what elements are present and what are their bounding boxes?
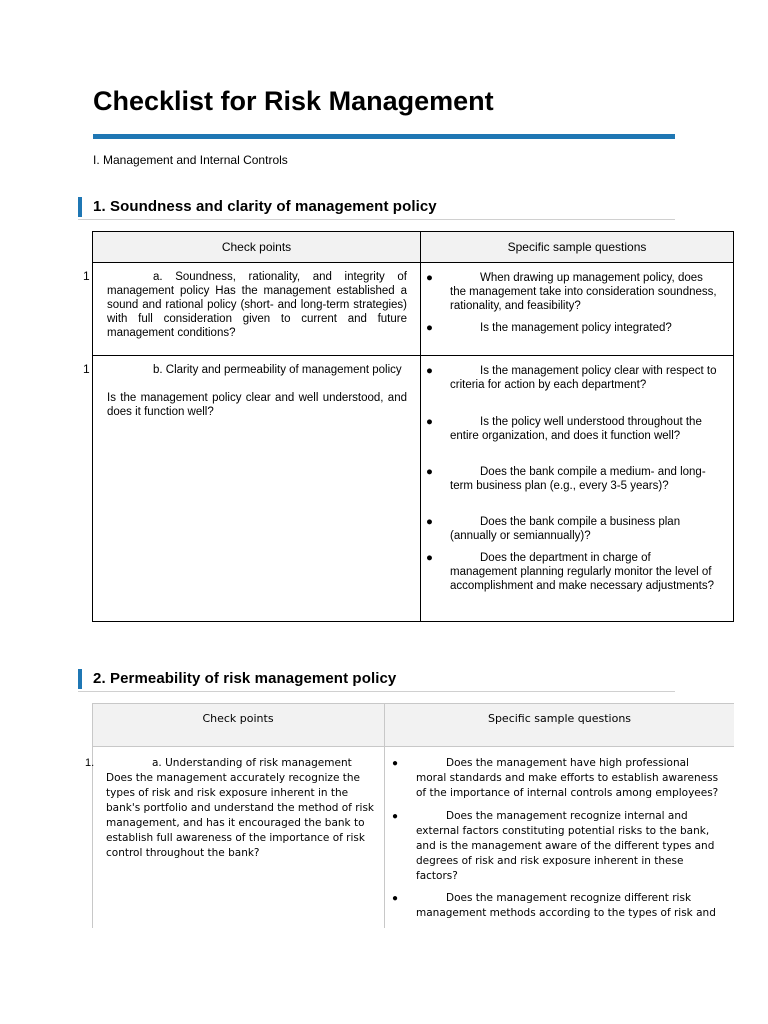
check-point-text: Is the management policy clear and well understood, and does it function well? bbox=[107, 392, 407, 418]
row-number: 1 bbox=[83, 362, 90, 376]
bullet-icon: ● bbox=[392, 893, 399, 904]
bullet-icon: ● bbox=[426, 322, 433, 334]
bullet-icon: ● bbox=[392, 811, 399, 822]
question-text: Does the department in charge of management planning regularly monitor the level of accomplishment and make necessary adjustments? bbox=[450, 552, 714, 592]
question-text: Is the policy well understood throughout the entire organization, and does it function well? bbox=[450, 416, 702, 442]
checklist-table-1 bbox=[92, 231, 734, 622]
row-number: 1 bbox=[83, 269, 90, 283]
question-text: Does the management have high professional moral standards and make efforts to establish awareness of the importance of internal controls among employees? bbox=[416, 757, 719, 799]
section-2-title: 2. Permeability of risk management policy bbox=[93, 670, 397, 687]
heading-accent-bar bbox=[78, 669, 82, 689]
bullet-icon: ● bbox=[426, 516, 433, 528]
section-subtitle: I. Management and Internal Controls bbox=[93, 153, 288, 167]
check-point-text: a. Understanding of risk management bbox=[152, 757, 352, 769]
bullet-icon: ● bbox=[426, 272, 433, 284]
page-title: Checklist for Risk Management bbox=[93, 86, 494, 116]
bullet-icon: ● bbox=[426, 466, 433, 478]
bullet-icon: ● bbox=[426, 416, 433, 428]
column-header-sample-questions: Specific sample questions bbox=[487, 712, 632, 725]
question-text: Does the management recognize internal and external factors constituting potential risks to the bank, and is the management aware of the different types and degrees of risk and risk exposure inherent in these factors? bbox=[416, 810, 715, 882]
section-1-title: 1. Soundness and clarity of management policy bbox=[93, 198, 437, 215]
question-text: Is the management policy integrated? bbox=[480, 322, 672, 334]
question-text: Does the bank compile a medium- and long-term business plan (e.g., every 3-5 years)? bbox=[450, 466, 706, 492]
question-text: Is the management policy clear with respect to criteria for action by each department? bbox=[450, 365, 717, 391]
check-point-text: b. Clarity and permeability of management policy bbox=[153, 364, 402, 376]
bullet-icon: ● bbox=[426, 365, 433, 377]
column-header-check-points: Check points bbox=[221, 240, 292, 254]
column-header-sample-questions: Specific sample questions bbox=[507, 240, 647, 254]
section-2-heading bbox=[78, 669, 675, 692]
column-header-check-points: Check points bbox=[202, 712, 274, 725]
check-point-text: a. Soundness, rationality, and integrity of management policy Has the management established a sound and rational policy (short- and long-term strategies) with full consideration given to current and future management conditions? bbox=[107, 271, 407, 339]
bullet-icon: ● bbox=[392, 758, 399, 769]
question-text: Does the bank compile a business plan (annually or semiannually)? bbox=[450, 516, 681, 542]
question-text: When drawing up management policy, does the management take into consideration soundness, rationality, and feasibility? bbox=[450, 272, 717, 312]
table-header bbox=[92, 703, 734, 747]
title-rule bbox=[93, 134, 675, 139]
bullet-icon: ● bbox=[426, 552, 433, 564]
row-number: 1. bbox=[85, 757, 95, 769]
heading-accent-bar bbox=[78, 197, 82, 217]
question-text: Does the management recognize different risk management methods according to the types of risk and bbox=[416, 892, 716, 919]
check-point-text: Does the management accurately recognize the types of risk and risk exposure inherent in the bank's portfolio and understand the method of risk management, and has it encouraged the bank to establish full awareness of the importance of risk control throughout the bank? bbox=[106, 772, 374, 859]
section-1-heading bbox=[78, 197, 675, 220]
checklist-table-2 bbox=[92, 703, 734, 928]
